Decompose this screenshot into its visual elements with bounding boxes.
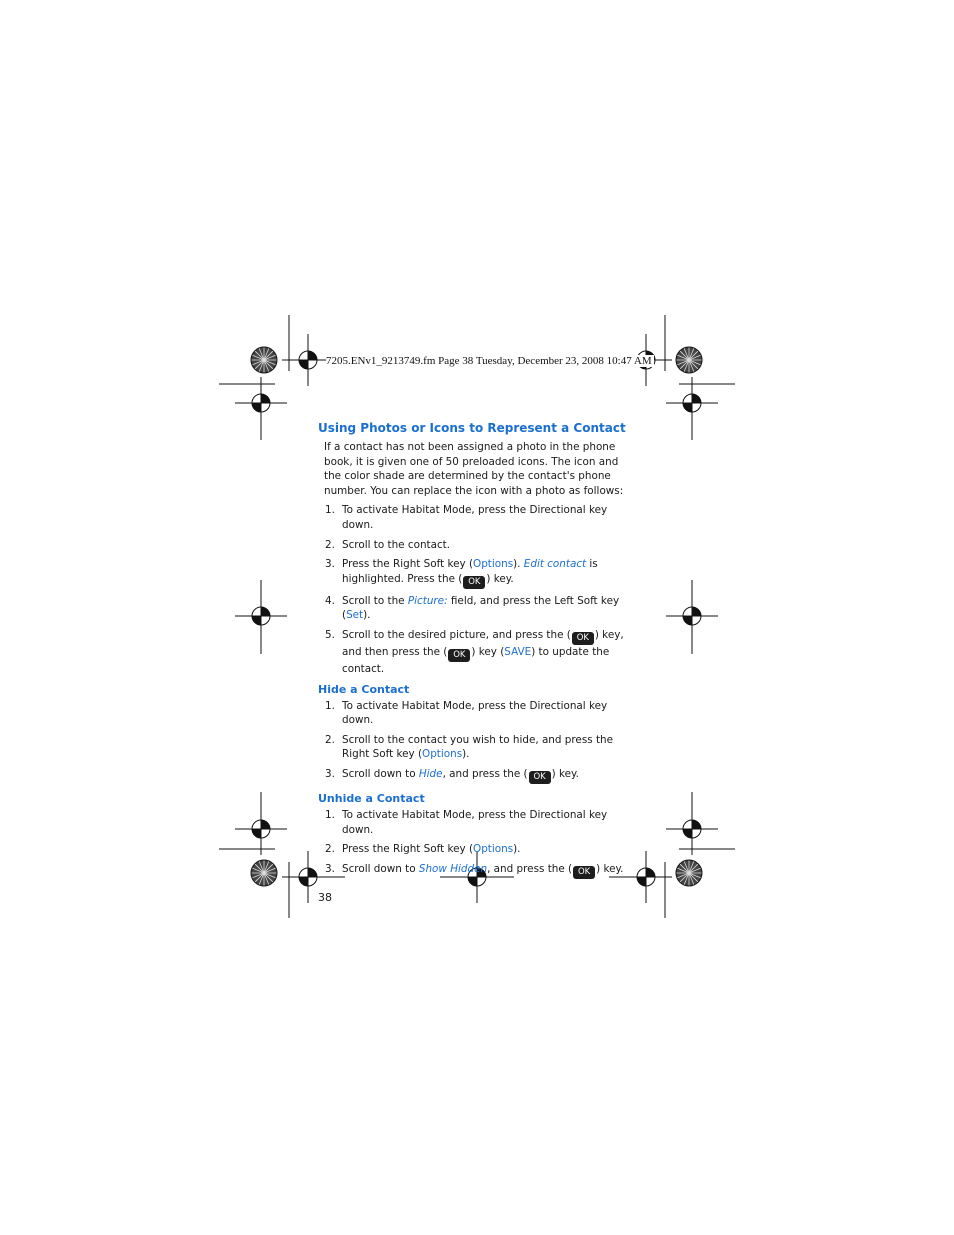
- step-number: 2.: [325, 843, 335, 856]
- section-title-unhide-contact: Unhide a Contact: [318, 791, 425, 805]
- step-text: ).: [462, 748, 470, 761]
- options-softkey-label: Options: [473, 558, 514, 571]
- picture-field-label: Picture:: [407, 594, 448, 607]
- list-item: [318, 699, 636, 728]
- steps-list-photos: [318, 503, 636, 676]
- step-text: ) to update the contact.: [342, 645, 610, 675]
- options-softkey-label: Options: [473, 843, 514, 856]
- step-text: ) key (: [471, 645, 505, 658]
- step-text: ) key.: [596, 862, 624, 875]
- step-text: ) key.: [486, 572, 514, 585]
- list-item: [318, 628, 636, 677]
- section-title-using-photos: Using Photos or Icons to Represent a Contact: [318, 421, 626, 435]
- ok-key-icon: OK: [529, 771, 551, 784]
- step-text: Scroll to the: [342, 594, 408, 607]
- ok-key-icon: OK: [463, 576, 485, 589]
- file-header-line: 7205.ENv1_9213749.fm Page 38 Tuesday, December 23, 2008 10:47 AM: [326, 355, 652, 367]
- step-text: , and press the (: [442, 767, 528, 780]
- step-number: 4.: [325, 594, 335, 607]
- step-number: 3.: [325, 558, 335, 571]
- step-text: ) key, and then press the (: [342, 628, 624, 658]
- step-number: 3.: [325, 862, 335, 875]
- step-text: To activate Habitat Mode, press the Directional key down.: [342, 808, 608, 836]
- step-number: 1.: [325, 504, 335, 517]
- step-text: Press the Right Soft key (: [342, 558, 474, 571]
- step-text: Scroll to the contact.: [342, 538, 451, 551]
- step-text: To activate Habitat Mode, press the Directional key down.: [342, 699, 608, 727]
- step-number: 1.: [325, 699, 335, 712]
- step-text: To activate Habitat Mode, press the Directional key down.: [342, 504, 608, 531]
- list-item: [318, 862, 636, 879]
- step-text: ).: [363, 609, 371, 622]
- options-softkey-label: Options: [422, 748, 463, 761]
- step-text: ) key.: [551, 767, 579, 780]
- section-title-hide-contact: Hide a Contact: [318, 682, 410, 696]
- step-text: ).: [513, 558, 524, 571]
- step-number: 2.: [325, 733, 335, 746]
- page-number: 38: [318, 890, 332, 904]
- intro-paragraph: If a contact has not been assigned a photo in the phone book, it is given one of 50 preloaded icons. The icon and the color shade are determined by the contact's phone number. You can replace the icon with a photo as follows:: [324, 441, 624, 497]
- step-text: field, and press the Left Soft key (: [342, 594, 620, 622]
- page-content: [318, 420, 636, 905]
- edit-contact-option: Edit contact: [523, 558, 587, 571]
- ok-key-icon: OK: [573, 866, 595, 879]
- list-item: [318, 808, 636, 837]
- list-item: [318, 594, 636, 623]
- step-text: is highlighted. Press the (: [342, 558, 598, 585]
- list-item: [318, 842, 636, 857]
- list-item: [318, 733, 636, 762]
- step-text: Scroll down to: [342, 862, 419, 875]
- step-text: ).: [513, 843, 521, 856]
- step-text: Scroll to the desired picture, and press the (: [342, 628, 571, 641]
- step-number: 1.: [325, 808, 335, 821]
- step-text: , and press the (: [487, 862, 573, 875]
- hide-option: Hide: [418, 767, 443, 780]
- step-text: Scroll down to: [342, 767, 419, 780]
- show-hidden-option: Show Hidden: [418, 862, 488, 875]
- step-text: Press the Right Soft key (: [342, 843, 474, 856]
- list-item: [318, 503, 636, 532]
- list-item: [318, 767, 636, 784]
- ok-key-icon: OK: [448, 649, 470, 662]
- step-number: 5.: [325, 628, 335, 641]
- step-text: Scroll to the contact you wish to hide, and press the Right Soft key (: [342, 733, 614, 761]
- save-softkey-label: SAVE: [504, 645, 532, 658]
- ok-key-icon: OK: [572, 632, 594, 645]
- list-item: [318, 557, 636, 589]
- list-item: [318, 538, 636, 553]
- set-softkey-label: Set: [346, 609, 364, 622]
- step-number: 3.: [325, 767, 335, 780]
- step-number: 2.: [325, 538, 335, 551]
- steps-list-hide: [318, 699, 636, 784]
- steps-list-unhide: [318, 808, 636, 879]
